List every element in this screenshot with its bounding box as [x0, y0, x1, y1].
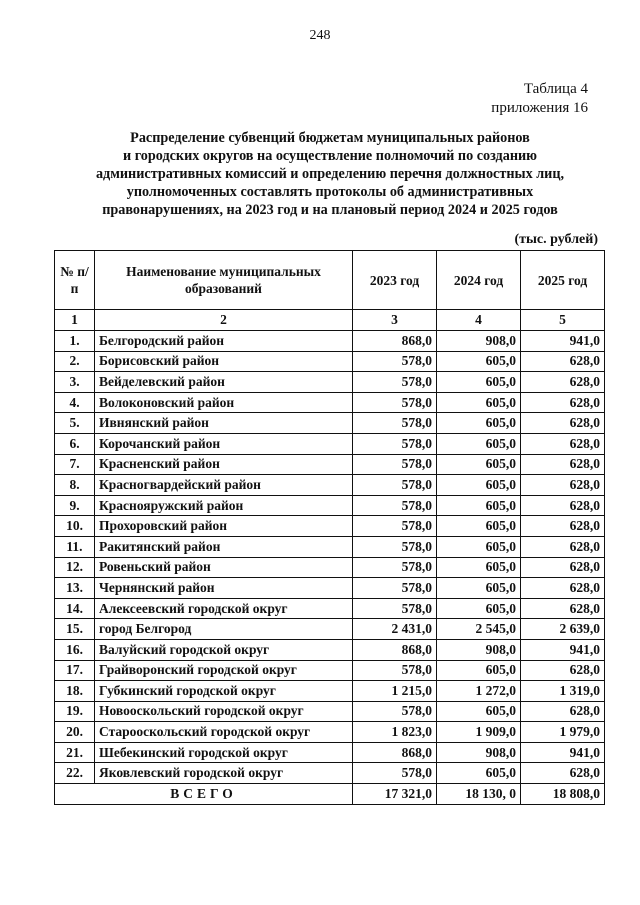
municipality-name: Старооскольский городской округ — [95, 722, 353, 743]
header-2023: 2023 год — [353, 251, 437, 310]
table-row — [55, 413, 605, 434]
value-2024: 605,0 — [437, 495, 521, 516]
municipality-name: Белгородский район — [95, 331, 353, 352]
value-2025: 628,0 — [521, 433, 605, 454]
header-row — [55, 251, 605, 310]
value-2023: 868,0 — [353, 742, 437, 763]
table-row — [55, 763, 605, 784]
value-2023: 578,0 — [353, 495, 437, 516]
value-2023: 578,0 — [353, 557, 437, 578]
row-number: 7. — [55, 454, 95, 475]
municipality-name: Яковлевский городской округ — [95, 763, 353, 784]
table-row — [55, 331, 605, 352]
table-row — [55, 619, 605, 640]
table-row — [55, 742, 605, 763]
table-row — [55, 639, 605, 660]
table-row — [55, 392, 605, 413]
value-2023: 578,0 — [353, 475, 437, 496]
value-2025: 628,0 — [521, 516, 605, 537]
row-number: 16. — [55, 639, 95, 660]
municipality-name: Корочанский район — [95, 433, 353, 454]
title-line: Распределение субвенций бюджетам муниципальных районов — [130, 130, 530, 146]
municipality-name: Красненский район — [95, 454, 353, 475]
value-2023: 868,0 — [353, 639, 437, 660]
value-2024: 2 545,0 — [437, 619, 521, 640]
value-2023: 578,0 — [353, 660, 437, 681]
value-2023: 578,0 — [353, 372, 437, 393]
municipality-name: Ивнянский район — [95, 413, 353, 434]
value-2024: 908,0 — [437, 742, 521, 763]
value-2025: 628,0 — [521, 598, 605, 619]
title-line: правонарушениях, на 2023 год и на плановый период 2024 и 2025 годов — [102, 202, 558, 218]
row-number: 1. — [55, 331, 95, 352]
municipality-name: Ракитянский район — [95, 536, 353, 557]
row-number: 13. — [55, 578, 95, 599]
table-row — [55, 433, 605, 454]
row-number: 21. — [55, 742, 95, 763]
value-2023: 578,0 — [353, 598, 437, 619]
municipality-name: Борисовский район — [95, 351, 353, 372]
municipality-name: Волоконовский район — [95, 392, 353, 413]
row-number: 11. — [55, 536, 95, 557]
table-row — [55, 578, 605, 599]
column-index: 3 — [353, 310, 437, 331]
row-number: 3. — [55, 372, 95, 393]
value-2024: 1 272,0 — [437, 681, 521, 702]
total-2023: 17 321,0 — [353, 784, 437, 805]
row-number: 18. — [55, 681, 95, 702]
value-2023: 1 823,0 — [353, 722, 437, 743]
value-2025: 628,0 — [521, 475, 605, 496]
value-2025: 2 639,0 — [521, 619, 605, 640]
value-2023: 868,0 — [353, 331, 437, 352]
value-2025: 628,0 — [521, 351, 605, 372]
title-line: и городских округов на осуществление полномочий по созданию — [122, 148, 538, 164]
municipality-name: Краснояружский район — [95, 495, 353, 516]
total-2025: 18 808,0 — [521, 784, 605, 805]
value-2024: 605,0 — [437, 372, 521, 393]
value-2024: 605,0 — [437, 433, 521, 454]
value-2025: 1 979,0 — [521, 722, 605, 743]
title-line: уполномоченных составлять протоколы об административных — [126, 184, 534, 200]
value-2025: 628,0 — [521, 454, 605, 475]
row-number: 6. — [55, 433, 95, 454]
table-ref-line2: приложения 16 — [491, 100, 588, 116]
value-2024: 908,0 — [437, 331, 521, 352]
value-2023: 578,0 — [353, 433, 437, 454]
table-row — [55, 701, 605, 722]
value-2025: 941,0 — [521, 742, 605, 763]
value-2024: 605,0 — [437, 454, 521, 475]
table-row — [55, 681, 605, 702]
table-ref-line1: Таблица 4 — [523, 81, 588, 97]
table-row — [55, 351, 605, 372]
row-number: 22. — [55, 763, 95, 784]
value-2024: 605,0 — [437, 413, 521, 434]
value-2023: 578,0 — [353, 392, 437, 413]
municipality-name: Валуйский городской округ — [95, 639, 353, 660]
value-2024: 605,0 — [437, 516, 521, 537]
document-title — [60, 129, 600, 219]
table-row — [55, 372, 605, 393]
title-line: административных комиссий и определению перечня должностных лиц, — [95, 166, 565, 182]
value-2023: 578,0 — [353, 578, 437, 599]
units-label: (тыс. рублей) — [514, 232, 598, 247]
municipality-name: Красногвардейский район — [95, 475, 353, 496]
row-number: 14. — [55, 598, 95, 619]
value-2025: 628,0 — [521, 495, 605, 516]
municipality-name: Прохоровский район — [95, 516, 353, 537]
row-number: 9. — [55, 495, 95, 516]
value-2024: 605,0 — [437, 475, 521, 496]
value-2023: 578,0 — [353, 454, 437, 475]
value-2025: 1 319,0 — [521, 681, 605, 702]
column-index-row — [55, 310, 605, 331]
value-2025: 628,0 — [521, 536, 605, 557]
table-reference — [491, 80, 588, 118]
row-number: 19. — [55, 701, 95, 722]
value-2025: 628,0 — [521, 372, 605, 393]
table-row — [55, 516, 605, 537]
value-2024: 605,0 — [437, 763, 521, 784]
municipality-name: Новооскольский городской округ — [95, 701, 353, 722]
value-2024: 1 909,0 — [437, 722, 521, 743]
municipality-name: Вейделевский район — [95, 372, 353, 393]
table-row — [55, 598, 605, 619]
municipality-name: Чернянский район — [95, 578, 353, 599]
column-index: 5 — [521, 310, 605, 331]
municipality-name: Шебекинский городской округ — [95, 742, 353, 763]
value-2023: 578,0 — [353, 536, 437, 557]
row-number: 10. — [55, 516, 95, 537]
allocation-table — [54, 250, 605, 805]
row-number: 4. — [55, 392, 95, 413]
value-2023: 578,0 — [353, 763, 437, 784]
value-2023: 2 431,0 — [353, 619, 437, 640]
value-2025: 941,0 — [521, 639, 605, 660]
value-2024: 605,0 — [437, 351, 521, 372]
municipality-name: город Белгород — [95, 619, 353, 640]
value-2025: 628,0 — [521, 701, 605, 722]
value-2025: 628,0 — [521, 413, 605, 434]
table-row — [55, 557, 605, 578]
header-2024: 2024 год — [437, 251, 521, 310]
value-2024: 605,0 — [437, 701, 521, 722]
value-2023: 578,0 — [353, 413, 437, 434]
value-2023: 1 215,0 — [353, 681, 437, 702]
value-2025: 628,0 — [521, 578, 605, 599]
value-2024: 605,0 — [437, 557, 521, 578]
value-2023: 578,0 — [353, 701, 437, 722]
value-2025: 628,0 — [521, 392, 605, 413]
row-number: 20. — [55, 722, 95, 743]
table-row — [55, 454, 605, 475]
row-number: 15. — [55, 619, 95, 640]
municipality-name: Губкинский городской округ — [95, 681, 353, 702]
municipality-name: Ровеньский район — [95, 557, 353, 578]
column-index: 1 — [55, 310, 95, 331]
value-2024: 908,0 — [437, 639, 521, 660]
value-2025: 941,0 — [521, 331, 605, 352]
row-number: 2. — [55, 351, 95, 372]
value-2024: 605,0 — [437, 598, 521, 619]
value-2025: 628,0 — [521, 557, 605, 578]
column-index: 2 — [95, 310, 353, 331]
total-label: ВСЕГО — [55, 784, 353, 805]
value-2025: 628,0 — [521, 763, 605, 784]
municipality-name: Алексеевский городской округ — [95, 598, 353, 619]
value-2024: 605,0 — [437, 578, 521, 599]
header-num: № п/п — [55, 251, 95, 310]
total-2024: 18 130, 0 — [437, 784, 521, 805]
value-2024: 605,0 — [437, 660, 521, 681]
row-number: 8. — [55, 475, 95, 496]
row-number: 17. — [55, 660, 95, 681]
table-row — [55, 536, 605, 557]
municipality-name: Грайворонский городской округ — [95, 660, 353, 681]
value-2023: 578,0 — [353, 351, 437, 372]
row-number: 5. — [55, 413, 95, 434]
total-row — [55, 784, 605, 805]
table-row — [55, 495, 605, 516]
page-number: 248 — [309, 28, 331, 43]
value-2024: 605,0 — [437, 392, 521, 413]
table-row — [55, 475, 605, 496]
value-2024: 605,0 — [437, 536, 521, 557]
value-2023: 578,0 — [353, 516, 437, 537]
column-index: 4 — [437, 310, 521, 331]
value-2025: 628,0 — [521, 660, 605, 681]
header-2025: 2025 год — [521, 251, 605, 310]
header-name: Наименование муниципальных образований — [95, 251, 353, 310]
table-row — [55, 660, 605, 681]
table-row — [55, 722, 605, 743]
row-number: 12. — [55, 557, 95, 578]
